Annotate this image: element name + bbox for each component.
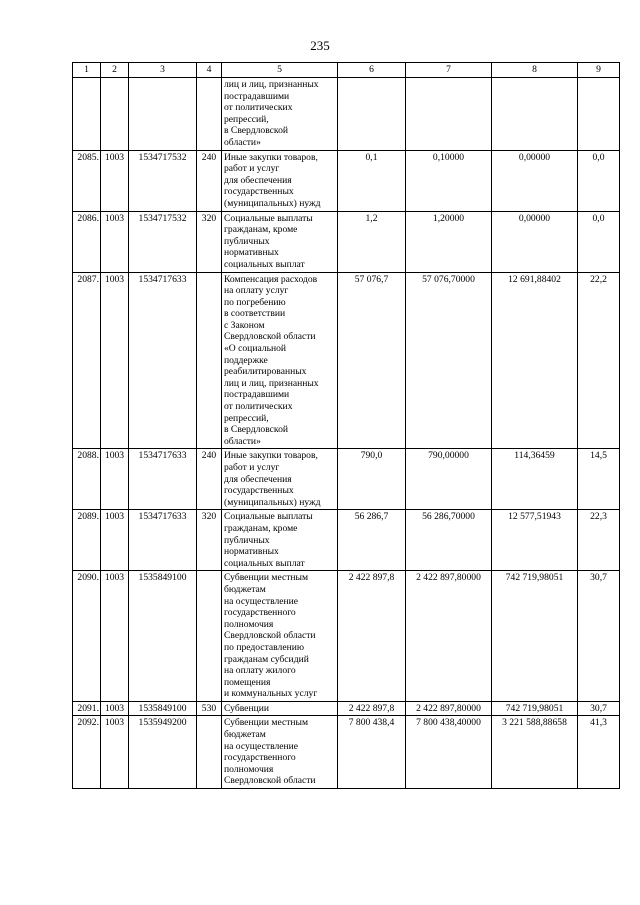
budget-table <box>72 62 620 789</box>
expense-type-code-cell <box>197 571 222 702</box>
section-code-cell: 1003 <box>101 716 129 789</box>
table-row <box>73 701 620 716</box>
header-cell: 9 <box>578 63 620 78</box>
section-code-cell: 1003 <box>101 701 129 716</box>
description-cell: Субвенции <box>222 701 338 716</box>
description-cell: Компенсация расходов на оплату услуг по погребению в соответствии с Законом Свердловской области «О социальной поддержке реабилитированных лиц и лиц, признанных пострадавшими от политических репрессий, в Свердловской области» <box>222 272 338 449</box>
description-cell: лиц и лиц, признанных пострадавшими от политических репрессий, в Свердловской области» <box>222 78 338 151</box>
executed-amount-cell: 12 691,88402 <box>492 272 578 449</box>
target-code-cell: 1534717633 <box>129 449 197 510</box>
approved-amount-cell: 790,0 <box>338 449 406 510</box>
executed-amount-cell: 3 221 588,88658 <box>492 716 578 789</box>
row-number-cell: 2088. <box>73 449 101 510</box>
approved-amount-cell: 1,2 <box>338 211 406 272</box>
target-code-cell: 1534717633 <box>129 510 197 571</box>
budget-amount-cell: 57 076,70000 <box>406 272 492 449</box>
budget-amount-cell: 7 800 438,40000 <box>406 716 492 789</box>
execution-percent-cell: 30,7 <box>578 571 620 702</box>
header-cell: 4 <box>197 63 222 78</box>
executed-amount-cell <box>492 78 578 151</box>
table-body <box>73 63 620 789</box>
header-cell: 2 <box>101 63 129 78</box>
page-number: 235 <box>310 38 330 53</box>
budget-amount-cell: 1,20000 <box>406 211 492 272</box>
expense-type-code-cell <box>197 716 222 789</box>
row-number-cell: 2092. <box>73 716 101 789</box>
target-code-cell: 1535849100 <box>129 701 197 716</box>
execution-percent-cell: 0,0 <box>578 150 620 211</box>
expense-type-code-cell <box>197 272 222 449</box>
approved-amount-cell: 7 800 438,4 <box>338 716 406 789</box>
table-row <box>73 272 620 449</box>
execution-percent-cell: 14,5 <box>578 449 620 510</box>
expense-type-code-cell: 240 <box>197 449 222 510</box>
row-number-cell: 2086. <box>73 211 101 272</box>
table-row <box>73 716 620 789</box>
description-cell: Социальные выплаты гражданам, кроме публичных нормативных социальных выплат <box>222 510 338 571</box>
table-row <box>73 571 620 702</box>
section-code-cell: 1003 <box>101 571 129 702</box>
expense-type-code-cell: 530 <box>197 701 222 716</box>
budget-amount-cell: 2 422 897,80000 <box>406 571 492 702</box>
table-row <box>73 78 620 151</box>
executed-amount-cell: 0,00000 <box>492 150 578 211</box>
executed-amount-cell: 742 719,98051 <box>492 571 578 702</box>
approved-amount-cell: 57 076,7 <box>338 272 406 449</box>
section-code-cell: 1003 <box>101 272 129 449</box>
execution-percent-cell: 22,2 <box>578 272 620 449</box>
budget-amount-cell <box>406 78 492 151</box>
approved-amount-cell: 0,1 <box>338 150 406 211</box>
execution-percent-cell: 41,3 <box>578 716 620 789</box>
budget-amount-cell: 0,10000 <box>406 150 492 211</box>
expense-type-code-cell: 320 <box>197 211 222 272</box>
execution-percent-cell: 0,0 <box>578 211 620 272</box>
header-cell: 3 <box>129 63 197 78</box>
target-code-cell: 1534717532 <box>129 150 197 211</box>
description-cell: Иные закупки товаров, работ и услуг для обеспечения государственных (муниципальных) нужд <box>222 150 338 211</box>
row-number-cell: 2085. <box>73 150 101 211</box>
table-row <box>73 150 620 211</box>
approved-amount-cell <box>338 78 406 151</box>
execution-percent-cell: 30,7 <box>578 701 620 716</box>
expense-type-code-cell <box>197 78 222 151</box>
row-number-cell <box>73 78 101 151</box>
executed-amount-cell: 114,36459 <box>492 449 578 510</box>
table-row <box>73 211 620 272</box>
budget-amount-cell: 2 422 897,80000 <box>406 701 492 716</box>
executed-amount-cell: 742 719,98051 <box>492 701 578 716</box>
header-cell: 5 <box>222 63 338 78</box>
target-code-cell: 1534717532 <box>129 211 197 272</box>
approved-amount-cell: 56 286,7 <box>338 510 406 571</box>
section-code-cell: 1003 <box>101 150 129 211</box>
table-row <box>73 449 620 510</box>
section-code-cell: 1003 <box>101 510 129 571</box>
description-cell: Субвенции местным бюджетам на осуществление государственного полномочия Свердловской области <box>222 716 338 789</box>
target-code-cell: 1535949200 <box>129 716 197 789</box>
header-cell: 8 <box>492 63 578 78</box>
execution-percent-cell: 22,3 <box>578 510 620 571</box>
target-code-cell: 1534717633 <box>129 272 197 449</box>
header-cell: 7 <box>406 63 492 78</box>
execution-percent-cell <box>578 78 620 151</box>
section-code-cell: 1003 <box>101 449 129 510</box>
table-row <box>73 510 620 571</box>
row-number-cell: 2090. <box>73 571 101 702</box>
row-number-cell: 2091. <box>73 701 101 716</box>
section-code-cell: 1003 <box>101 211 129 272</box>
description-cell: Субвенции местным бюджетам на осуществление государственного полномочия Свердловской области по предоставлению гражданам субсидий на оплату жилого помещения и коммунальных услуг <box>222 571 338 702</box>
header-cell: 6 <box>338 63 406 78</box>
section-code-cell <box>101 78 129 151</box>
approved-amount-cell: 2 422 897,8 <box>338 571 406 702</box>
row-number-cell: 2089. <box>73 510 101 571</box>
description-cell: Иные закупки товаров, работ и услуг для обеспечения государственных (муниципальных) нужд <box>222 449 338 510</box>
expense-type-code-cell: 320 <box>197 510 222 571</box>
header-cell: 1 <box>73 63 101 78</box>
target-code-cell <box>129 78 197 151</box>
expense-type-code-cell: 240 <box>197 150 222 211</box>
approved-amount-cell: 2 422 897,8 <box>338 701 406 716</box>
row-number-cell: 2087. <box>73 272 101 449</box>
executed-amount-cell: 0,00000 <box>492 211 578 272</box>
description-cell: Социальные выплаты гражданам, кроме публичных нормативных социальных выплат <box>222 211 338 272</box>
budget-amount-cell: 790,00000 <box>406 449 492 510</box>
target-code-cell: 1535849100 <box>129 571 197 702</box>
header-row <box>73 63 620 78</box>
executed-amount-cell: 12 577,51943 <box>492 510 578 571</box>
budget-amount-cell: 56 286,70000 <box>406 510 492 571</box>
